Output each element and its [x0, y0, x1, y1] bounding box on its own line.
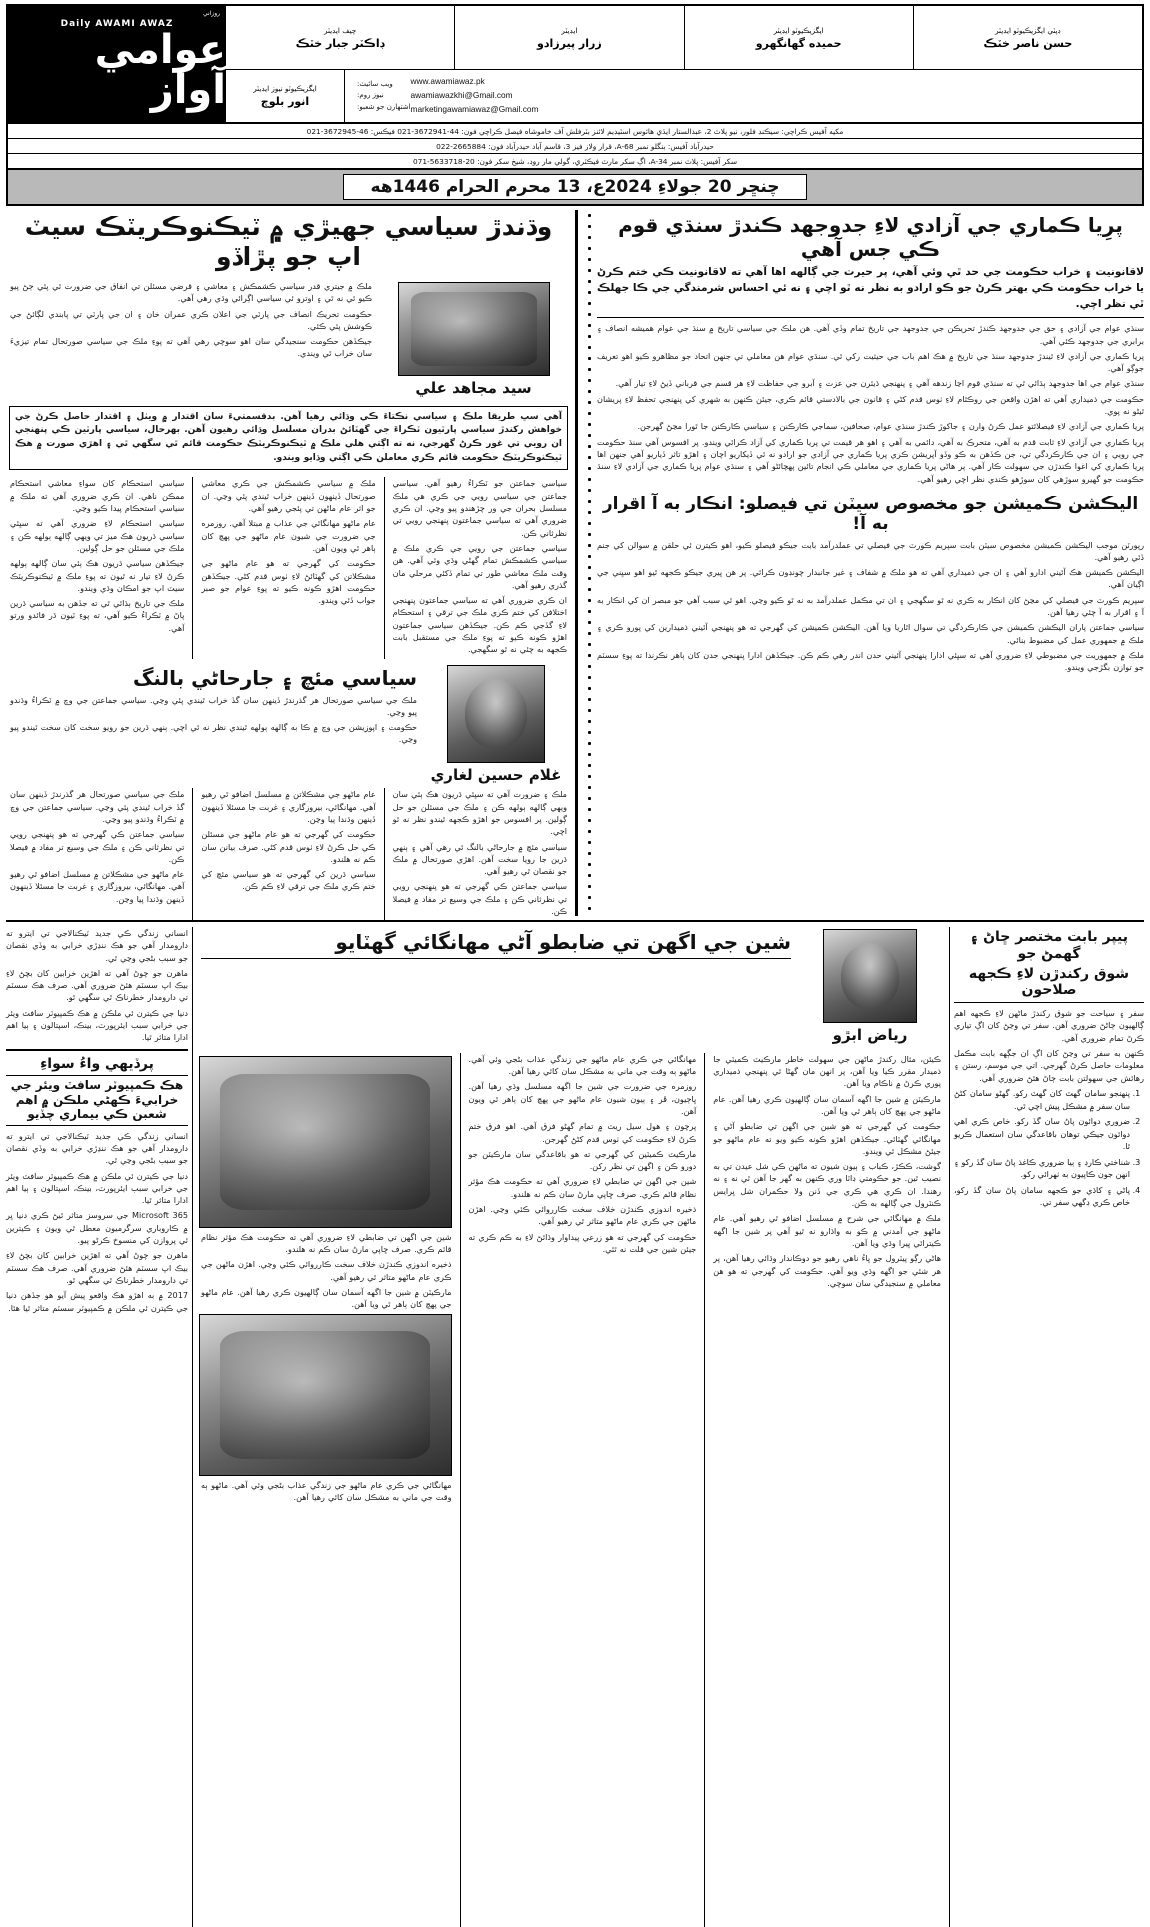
prices-r-p0: ڪيئن، مثال رکندڙ ماڻهن جي سهولت خاطر مارڪيٽ ڪميٽي جا ذميدار مقرر ڪيا ويا آهن، پر انهن مان گهڻا ئي پنهنجي ذميداري پوري ڪرڻ ۾ ناڪام ويا آهن.	[713, 1053, 941, 1089]
politics-intro	[10, 694, 417, 746]
election-body	[597, 539, 1144, 677]
editorial-para-2: سنڌي عوام جي اها جدوجهد ٻڌائي ٿي ته سنڌي قوم اڃا زندهه آهي ۽ پنهنجي ڌيئرن جي عزت ۽ آبرو جي حفاظت لاءِ هر قسم جي قرباني ڏيڻ لاءِ تيار آهي.	[615, 378, 1144, 389]
logo-sindhi-name: عوامي آواز	[94, 26, 226, 113]
prices-m-p5: ذخيره اندوزي ڪندڙن خلاف سخت ڪارروائي ڪئي وڃي. اهڙن ماڻهن جي ڪري عام ماڻهو متاثر ٿي رهيو آهي.	[468, 1204, 697, 1227]
prices-r-p5: هاڻي رڳو پيٽرول جو ڀاءُ ناهي رهيو جو دوڪاندار وڌائي رهيا آهن، پر هر شئي جو اگهه وڌي ويو آهي. حڪومت کي گهرجي ته هو هن معاملي ۾ سنجيدگي سان سوچي.	[713, 1253, 941, 1288]
prices-col-left-body	[201, 1231, 452, 1311]
politics-c2-p1: سياسي جماعتن ڪي گهرجي ته هو پنهنجي رويي تي نظرثاني ڪن ۽ ملڪ جي وسيع تر مفاد ۾ فيصلا ڪن.	[10, 829, 185, 864]
feature-c2-p2: جيڪڏهن سياسي ڌريون هڪ ٻئي سان ڳالهه ٻولهه ڪرڻ لاءِ تيار نه ٿيون ته پوءِ ملڪ ۾ ٽيڪنوڪريٽڪ سيٽ اپ جو امڪان وڌي ويندو.	[10, 558, 185, 593]
election-para-4: ملڪ ۾ جمهوريت جي مضبوطي لاءِ ضروري آهي ته سڀئي ادارا پنهنجي آئيني حدن اندر رهي ڪم ڪن. جيڪڏهن ادارا پنهنجي حدن کان ٻاهر نڪرندا ته پوءِ سسٽم جو توازن بگڙجي ويندو.	[597, 649, 1144, 673]
prices-m-p3: مارڪيٽ ڪميٽين کي گهرجي ته هو باقاعدگي سان مارڪيٽن جو دورو ڪن ۽ اگهن تي نظر رکن.	[468, 1148, 697, 1172]
election-headline[interactable]: اليڪشن ڪميشن جو مخصوص سيٽن تي فيصلو: انڪار به آ اقرار به آ!	[602, 493, 1139, 535]
staff-role-2: ايگزيڪيوٽو ايڊيٽر	[773, 25, 824, 35]
prices-headline-col	[197, 927, 795, 959]
feature-headline[interactable]: وڌندڙ سياسي جهيڙي ۾ ٽيڪنوڪريٽڪ سيٽ اپ جو پڙاڏو	[24, 212, 553, 271]
politics-headline[interactable]: سياسي مئچ ۽ جارحاڻي بالنگ	[132, 665, 417, 690]
prices-col-right	[709, 1053, 945, 1927]
feature-c2-p3: ملڪ جي تاريخ ٻڌائي ٿي ته جڏهن به سياسي ڌرين پاڻ ۾ ٽڪراءُ ڪيو آهي، ته پوءِ ٽيون ڌر فائدو ورتو آهي.	[10, 598, 185, 633]
prices-m-p4: شين جي اگهن تي ضابطي لاءِ ضروري آهي ته حڪومت هڪ مؤثر نظام قائم ڪري. صرف ڇاپي مارڻ سان ڪم نه هلندو.	[468, 1176, 697, 1199]
politics-intro-p1: حڪومت ۽ اپوزيشن جي وچ ۾ ڪا به ڳالهه ٻولهه ٿيندي نظر نه ٿي اچي. ٻنهي ڌرين جو رويو سخت کان سخت ٿيندو پيو وڃي.	[10, 722, 417, 745]
author-card-lagari	[425, 665, 567, 785]
feature-c2-p1: سياسي استحڪام لاءِ ضروري آهي ته سڀئي سياسي ڌريون هڪ ميز تي ويهي ڳالهه ٻولهه ڪن ۽ ملڪ جي مسئلن جو حل ڳولين.	[10, 518, 185, 553]
feature-col-2	[6, 477, 188, 658]
election-para-0: رپورٽن موجب اليڪشن ڪميشن مخصوص سيٽن بابت سپريم ڪورٽ جي فيصلي تي عملدرآمد بابت جيڪو فيصلو ڪيو، اهو ڪيترن ئي حلقن ۾ سوالن کي جنم ڏئي رهيو آهي.	[597, 539, 1144, 562]
politics-c0-p2: سياسي جماعتن ڪي گهرجي ته هو پنهنجي رويي تي نظرثاني ڪن ۽ ملڪ جي وسيع تر مفاد ۾ فيصلا ڪن.	[392, 881, 567, 917]
feature-c1-p1: عام ماڻهو مهانگائي جي عذاب ۾ مبتلا آهي. روزمره جي ضرورت جي شيون عام ماڻهو جي پهچ کان ٻاهر ٿي ويون آهن.	[201, 518, 376, 553]
prices-col-mid-body	[469, 1053, 697, 1255]
author-photo	[398, 282, 550, 376]
feature-lead-1: حڪومت تحريڪ انصاف جي پارٽي جي اعلان ڪري عمران خان ۽ ان جي پارٽي تي پابندي لڳائڻ جي ڪوشش پئي ڪئي.	[10, 308, 372, 331]
author-card-abro	[795, 929, 945, 1045]
column-divider	[384, 477, 385, 658]
news-photo-crowd-top	[199, 1056, 452, 1228]
prices-l-p1: ذخيره اندوزي ڪندڙن خلاف سخت ڪارروائي ڪئي وڃي. اهڙن ماڻهن جي ڪري عام ماڻهو متاثر ٿي رهيو آهي.	[201, 1259, 452, 1282]
politics-headline-col	[6, 663, 421, 789]
politics-c0-p1: سياسي مئچ ۾ جارحاڻي بالنگ ٿي رهي آهي ۽ ٻنهي ڌرين جا رويا سخت آهن. اهڙي صورتحال ۾ ملڪ جو نقصان ٿي رهيو آهي.	[392, 841, 567, 877]
bottom-section	[6, 927, 1144, 1927]
column-divider	[460, 1053, 461, 1927]
newsroom-email[interactable]: awamiawazkhi@Gmail.com	[410, 90, 513, 101]
website-url[interactable]: www.awamiawaz.pk	[410, 76, 485, 87]
staff-name-0: ڊاڪٽر جبار خٽڪ	[295, 36, 385, 50]
election-para-1: اليڪشن ڪميشن هڪ آئيني ادارو آهي ۽ ان جي ذميداري آهي ته هو ملڪ ۾ شفاف ۽ غير جانبدار چونڊون ڪرائي. پر هن ڀيري جيڪو ڪجهه ٿيو اهو سڀني جي اڳيان آهي.	[597, 567, 1144, 590]
prices-m-p1: روزمره جي ضرورت جي شين جا اگهه مسلسل وڌي رهيا آهن. ڀاڄيون، ڦر ۽ ٻيون شيون عام ماڻهو جي پهچ کان ٻاهر ٿي ويون آهن.	[468, 1081, 697, 1116]
prices-r-p1: مارڪيٽن ۾ شين جا اگهه آسمان سان ڳالهيون ڪري رهيا آهن. عام ماڻهو جي پهچ کان ٻاهر ٿي ويا آهن.	[713, 1093, 941, 1116]
feature-c1-p2: حڪومت کي گهرجي ته هو عام ماڻهو جي مشڪلاتن کي گهٽائڻ لاءِ ٺوس قدم کڻي. جيڪڏهن حڪومت اهڙو ڪونه ڪيو ته پوءِ عوام جو صبر جواب ڏئي ويندو.	[201, 558, 376, 606]
prices-m-p0: مهانگائي جي ڪري عام ماڻهو جي زندگي عذاب بڻجي وئي آهي. ماڻهو ٻه وقت جي ماني به مشڪل سان کائي رهيا آهن.	[468, 1053, 697, 1077]
date-text: چنڇر 20 جولاءِ 2024ع، 13 محرم الحرام 1446هه	[343, 174, 806, 200]
politics-c2-p0: ملڪ جي سياسي صورتحال هر گذرندڙ ڏينهن سان گڏ خراب ٿيندي پئي وڃي. سياسي جماعتن جي وچ ۾ ٽڪراءُ وڌندو پيو وڃي.	[10, 789, 185, 824]
editorial-block	[597, 210, 1144, 916]
author-name: رياض ابڙو	[832, 1026, 908, 1044]
masthead	[6, 4, 1144, 124]
staff-role-0: چيف ايڊيٽر	[324, 25, 357, 35]
contact-labels	[357, 79, 411, 114]
prices-headline[interactable]: شين جي اگهن تي ضابطو آڻي مهانگائي گهٽايو	[335, 930, 791, 954]
prices-l-p3: مهانگائي جي ڪري عام ماڻهو جي زندگي عذاب بڻجي وئي آهي. ماڻهو ٻه وقت جي ماني به مشڪل سان کائي رهيا آهن.	[201, 1479, 452, 1502]
news-editor-role: ايگزيڪيوٽو نيوز ايڊيٽر	[253, 84, 317, 93]
politics-col-1	[197, 788, 379, 920]
author-name: سيد مجاهد علي	[415, 379, 532, 397]
tech-para-2: Microsoft 365 جي سروسز متاثر ٿيڻ ڪري دنيا ڀر ۾ ڪاروباري سرگرميون معطل ٿي ويون ۽ ڪيترين ئي پروازن کي منسوخ ڪرڻو پيو.	[6, 1210, 188, 1246]
travel-body	[954, 1007, 1144, 1084]
column-divider	[192, 788, 193, 920]
prices-author-col	[795, 927, 945, 1049]
contact-info	[344, 70, 1142, 122]
column-divider	[192, 477, 193, 658]
prices-col-right-body	[713, 1053, 941, 1289]
feature-col-1	[197, 477, 379, 658]
travel-headline-1[interactable]: پيپر بابت مختصر ڇاڻ ۽ گهمڻ جو	[970, 929, 1128, 962]
office-karachi: مکيه آفيس ڪراچي: سيڪنڊ فلور، نيو پلاٽ 2، عبدالستار ايڌي هائوس اسٽيڊيم لائنز بٽرفلش آف خاموشاه فيصل ڪراچي فون: 44-3672941-021 فيڪس: 46-3672945-021	[8, 124, 1142, 139]
contact-values	[411, 75, 539, 116]
editorial-para-1: پريا ڪماري جي آزادي لاءِ ٿيندڙ جدوجهد سنڌ جي تاريخ ۾ هڪ اهم باب جي حيثيت رکي ٿي. سنڌي عوام هن معاملي تي جنهن اتحاد جو مظاهرو ڪيو اهو تعريف جوڳو آهي.	[597, 350, 1144, 374]
travel-headline-2[interactable]: شوق رکندڙن لاءِ ڪجهه صلاحون	[968, 965, 1130, 999]
staff-name-1: زرار پيرزادو	[537, 36, 602, 50]
staff-cell-2	[684, 6, 913, 70]
news-editor-name: انور بلوچ	[260, 95, 310, 108]
election-para-3: سياسي جماعتن پاران اليڪشن ڪميشن جي ڪارڪردگي تي سوال اٿاريا ويا آهن. اليڪشن ڪميشن کي گهرجي ته هو پنهنجي آئيني ذميدارين کي پورو ڪري ۽ ملڪ ۾ جمهوري عمل کي مضبوط بنائي.	[597, 622, 1144, 645]
travel-tips-list	[954, 1087, 1144, 1209]
staff-box	[226, 6, 1142, 122]
tech-body	[6, 1130, 188, 1314]
feature-lead-0: ملڪ ۾ جيتري قدر سياسي ڪشمڪش ۽ معاشي ۽ قرضي مسئلن تي انفاق جي ضرورت ٿي پئي ڄڻ پيو ڪيو ئي نه ٿي ۽ اوترو ئي سياسي اڳرائي وڌي رهي آهي.	[10, 281, 372, 304]
feature-c1-p0: ملڪ ۾ سياسي ڪشمڪش جي ڪري معاشي صورتحال ڏينهون ڏينهن خراب ٿيندي پئي وڃي. ان جو اثر عام ماڻهن تي پئجي رهيو آهي.	[201, 478, 376, 514]
tech-para-1: دنيا جي ڪيترن ئي ملڪن ۾ هڪ ڪمپيوٽر سافٽ ويئر جي خرابي سبب ايئرپورٽ، بينڪ، اسپتالون ۽ ٻيا اهم ادارا متاثر ٿيا.	[6, 1170, 188, 1206]
prices-col-left-body-2	[201, 1479, 452, 1504]
prices-col-mid	[465, 1053, 701, 1927]
news-photo-crowd-bottom	[199, 1314, 452, 1476]
politics-col-2	[6, 788, 188, 920]
travel-para-0: سفر ۽ سياحت جو شوق رکندڙ ماڻهن لاءِ ڪجهه اهم ڳالهيون ڄاڻڻ ضروري آهن. سفر تي وڃڻ کان اڳ تياري ڪرڻ تمام ضروري آهي.	[954, 1008, 1144, 1043]
office-sukkur: سکر آفيس: پلاٽ نمبر A-34، اڳ سکر مارٽ فيڪٽري، گولي مار روڊ، شيخ سکر فون: 20-5633718-071	[412, 156, 738, 166]
politics-c0-p0: ملڪ ۽ ضرورت آهي ته سڀئي ڌريون هڪ ٻئي سان ويهي ڳالهه ٻولهه ڪن ۽ ملڪ جي مسئلن جو حل ڳولين. پر افسوس جو اهڙو ڪجهه ٿيندو نظر نه ٿو اچي.	[392, 789, 567, 837]
contact-label-website: ويب سائيٽ:	[357, 79, 393, 88]
staff-cell-3	[913, 6, 1142, 70]
contact-label-ads: اشتهارن جو شعبو:	[357, 102, 411, 111]
politics-c1-p2: سياسي ڌرين کي گهرجي ته هو سياسي مئچ کي ختم ڪري ملڪ جي ترقي لاءِ ڪم ڪن.	[201, 869, 376, 892]
politics-columns	[6, 788, 571, 920]
staff-role-1: ايڊيٽر	[561, 25, 578, 35]
politics-head-row	[6, 663, 571, 789]
politics-col-0	[389, 788, 571, 920]
divider	[201, 958, 791, 959]
politics-c1-p0: عام ماڻهو جي مشڪلاتن ۾ مسلسل اضافو ٿي رهيو آهي. مهانگائي، بيروزگاري ۽ غربت جا مسئلا ڏينهون ڏينهن وڌندا پيا وڃن.	[201, 789, 376, 824]
prices-m-p2: پرچون ۽ هول سيل ريٽ ۾ تمام گهڻو فرق آهي. اهو فرق ختم ڪرڻ لاءِ حڪومت کي ٺوس قدم کڻڻ گهرجن.	[468, 1121, 697, 1144]
editorial-para-4: پريا ڪماري جي آزادي لاءِ فيصلائتو عمل ڪرڻ وارن ۽ جاکوڙ ڪندڙ سنڌي عوام، صحافين، سماجي ڪارڪنن ۽ سياسي ڪارڪنن جا ٿورا مڃڻ گهرجن.	[637, 421, 1144, 432]
travel-tip-0: 1. پنهنجو سامان گهٽ کان گهٽ رکو. گهڻو سامان کڻڻ سان سفر ۾ مشڪل پيش اچي ٿي.	[954, 1087, 1130, 1112]
date-bar	[6, 170, 1144, 206]
staff-cell-1	[454, 6, 683, 70]
ads-email[interactable]: marketingawamiawaz@Gmail.com	[410, 103, 539, 114]
travel-tip-3: 4. پاڻي ۽ کاڌي جو ڪجهه سامان پاڻ سان گڏ رکو، خاص ڪري ڊگهي سفر تي.	[954, 1184, 1130, 1209]
contact-label-newsroom: نيوز روم:	[357, 91, 384, 100]
tech-filler-2: دنيا جي ڪيترن ئي ملڪن ۾ هڪ ڪمپيوٽر سافٽ ويئر جي خرابي سبب ايئرپورٽ، بينڪ، اسپتالون ۽ ٻيا اهم ادارا متاثر ٿيا.	[6, 1007, 188, 1043]
feature-col-0	[389, 477, 571, 658]
prices-col-left	[197, 1053, 456, 1927]
tech-filler-1: ماهرن جو چوڻ آهي ته اهڙين خرابين کان بچڻ لاءِ بيڪ اپ سسٽم هئڻ ضروري آهي. صرف هڪ سسٽم تي دارومدار خطرناڪ ٿي سگهي ٿو.	[6, 967, 188, 1003]
vertical-divider-1	[575, 210, 578, 916]
tech-para-3: ماهرن جو چوڻ آهي ته اهڙين خرابين کان بچڻ لاءِ بيڪ اپ سسٽم هئڻ ضروري آهي. صرف هڪ سسٽم تي دارومدار خطرناڪ ٿي سگهي ٿو.	[6, 1250, 188, 1285]
tech-para-0: انساني زندگي ڪي جديد ٽيڪنالاجي تي ايترو ته دارومدار آهي جو هڪ ننڍڙي خرابي به وڏي نقصان جو سبب بڻجي وڃي ٿي.	[6, 1130, 188, 1166]
politics-article	[6, 663, 571, 921]
feature-author-col	[376, 280, 571, 402]
feature-lead-2: جيڪڏهن حڪومت سنجيدگي سان اهو سوچي رهي آهي ته پوءِ ملڪ جي سياسي صورتحال تمام تيزيءَ سان خراب ٿي ويندي.	[10, 336, 372, 359]
staff-name-3: حسن ناصر خٽڪ	[983, 36, 1073, 50]
newspaper-logo	[8, 6, 226, 122]
election-para-2: سپريم ڪورٽ جي فيصلي کي مڃڻ کان انڪار به ڪري نه ٿو سگهجي ۽ ان تي مڪمل عملدرآمد به نه ٿو ڪيو وڃي. اهو ئي سبب آهي جو مبصر ان کي انڪار به آ ۽ اقرار به آ چئي رهيا آهن.	[597, 594, 1144, 618]
prices-content	[197, 1053, 945, 1927]
prices-head-row	[197, 927, 945, 1049]
tech-para-4: 2017 ۾ به اهڙو هڪ واقعو پيش آيو هو جڏهن دنيا جي ڪيترن ئي ملڪن ۾ ڪمپيوٽر سسٽم متاثر ٿيا هئا.	[6, 1290, 188, 1313]
travel-tip-2: 3. شناختي ڪارڊ ۽ ٻيا ضروري ڪاغذ پاڻ سان گڏ رکو ۽ انهن جون ڪاپيون به ٺهرائي رکو.	[954, 1156, 1130, 1181]
divider	[6, 1125, 188, 1126]
logo-latin-name: Daily AWAMI AWAZ	[60, 18, 174, 29]
tech-top-filler	[6, 927, 188, 1044]
author-photo	[447, 665, 545, 763]
feature-top-row	[6, 280, 571, 402]
prices-block	[197, 927, 945, 1927]
top-section	[6, 210, 1144, 916]
author-card-mujahid	[380, 282, 567, 398]
news-editor-cell	[226, 70, 344, 122]
feature-pullquote: آهي سڀ طريقا ملڪ ۽ سياسي نڪتاءَ ڪي وڌائي رهيا آهن. بدقسمتيءَ سان اقتدار ۾ ويٺل ۽ اقتدار حاصل ڪرڻ جي خواهش رکندڙ سياسي پارٽيون ٽڪراءَ جي گهٽائڻ بدران مسلسل وڌائي رهيون آهن. بهرحال، سياسي پارٽين ڪي پنهنجي ان رويي تي غور ڪرڻ گهرجي، نه ته اڳتي هلي ملڪ ۾ ٽيڪنوڪريٽڪ حڪومت قائم ٿي سگهي ٿي ۽ اهڙي صورت ۾ هڪ ٽيڪنوڪريٽڪ حڪومت قائم ڪري معاملن ڪي اڳتي وڌايو ويندو.	[15, 411, 562, 463]
politics-author-col	[421, 663, 571, 789]
divider	[954, 1002, 1144, 1003]
feature-lead-col	[6, 280, 376, 402]
column-divider	[384, 788, 385, 920]
office-hyderabad: حيدرآباد آفيس: بنگلو نمبر A-68، قرار ولاز فيز 3، قاسم آباد حيدرآباد فون: 2665884-022	[8, 139, 1142, 154]
prices-m-p6: حڪومت کي گهرجي ته هو زرعي پيداوار وڌائڻ لاءِ به ڪم ڪري ته جيئن شين جي قلت نه ٿئي.	[468, 1231, 697, 1254]
politics-c1-p1: حڪومت کي گهرجي ته هو عام ماڻهو جي مسئلن ڪي حل ڪرڻ لاءِ ٺوس قدم کڻي. صرف بيانن سان ڪم نه هلندو.	[201, 829, 376, 864]
prices-r-p2: حڪومت کي گهرجي ته هو شين جي اگهن تي ضابطو آڻي ۽ مهانگائي گهٽائي. جيڪڏهن اهڙو ڪونه ڪيو ويو ته عام ماڻهو جو جيئڻ مشڪل ٿي ويندو.	[713, 1121, 941, 1156]
logo-corner-mark: روزاني	[202, 10, 220, 17]
feature-c0-p0: سياسي جماعتن جو ٽڪراءُ رهيو آهي. سياسي جماعتن جي سياسي رويي جي ڪري هي ملڪ مسلسل بحران جي ور چڙهندو پيو وڃي. ان ڪري ضروري آهي ته سياسي جماعتون پنهنجي رويي تي نظرثاني ڪن.	[392, 478, 567, 538]
travel-tip-1: 2. ضروري دوائون پاڻ سان گڏ رکو. خاص ڪري اهي دوائون جيڪي توهان باقاعدگي سان استعمال ڪريو ٿا.	[954, 1115, 1130, 1153]
staff-row-editors	[226, 6, 1142, 70]
prices-l-p0: شين جي اگهن تي ضابطي لاءِ ضروري آهي ته حڪومت هڪ مؤثر نظام قائم ڪري. صرف ڇاپي مارڻ سان ڪم نه هلندو.	[201, 1231, 452, 1255]
feature-c2-p0: سياسي استحڪام کان سواءِ معاشي استحڪام ممڪن ناهي. ان ڪري ضروري آهي ته ملڪ ۾ سياسي استحڪام پيدا ڪيو وڃي.	[10, 478, 185, 514]
column-divider	[949, 927, 950, 1927]
politics-intro-p0: ملڪ جي سياسي صورتحال هر گذرندڙ ڏينهن سان گڏ خراب ٿيندي پئي وڃي. سياسي جماعتن جي وچ ۾ ٽڪراءُ وڌندو پيو وڃي.	[10, 694, 417, 717]
column-divider	[704, 1053, 705, 1927]
editorial-body	[597, 318, 1144, 488]
politics-c2-p2: عام ماڻهو جي مشڪلاتن ۾ مسلسل اضافو ٿي رهيو آهي. مهانگائي، بيروزگاري ۽ غربت جا مسئلا ڏينهون ڏينهن وڌندا پيا وڃن.	[10, 869, 185, 904]
travel-block	[954, 927, 1144, 1927]
editorial-para-3: حڪومت جي ذميداري آهي ته اهڙن واقعن جي روڪٿام لاءِ ٺوس قدم کڻي ۽ قانون جي بالادستي قائم ڪري، جيئن ڪنهن به شهري کي پنهنجي تحفظ لاءِ پريشان ٿيڻو نه پوي.	[597, 393, 1144, 417]
divider	[6, 1075, 188, 1076]
feature-block	[6, 210, 571, 916]
tech-block	[6, 927, 188, 1927]
travel-para-1: ڪنهن به سفر تي وڃڻ کان اڳ ان جڳهه بابت مڪمل معلومات حاصل ڪرڻ گهرجي. اتي جي موسم، رستن ۽ رهائش جي سهولتن بابت ڄاڻ هئڻ ضروري آهي.	[954, 1048, 1144, 1083]
dotted-divider-1	[585, 210, 594, 916]
column-divider	[192, 927, 193, 1927]
prices-r-p3: گوشت، ڪڪڙ، ڪباب ۽ ٻيون شيون ته ماڻهن ڪي شل عيدن تي به نصيب ٿين. جو حڪومتي ڊاٽا وري ڪنهن به گهر جا آهن ٿي نه ۽ نه رهندا. ان ڪري هي ڪري جي ڏنن ولا حڪمران شل ڀرايس ڪنٽرول جي ڳالهه به ڪن.	[713, 1161, 941, 1209]
editorial-para-5: پريا ڪماري جي آزادي لاءِ ثابت قدم به آهي، متحرڪ به آهي، دائمي به آهي ۽ اهو هر قيمت تي پريا ڪماري کي آزاد ڪرائي ويندو. پر افسوس آهي سنڌ حڪومت جي رويي ۽ ان جي ڪارڪردگي تي، جن ڪڏهن به ڪو وڏو آپريشن ڪري پريا ڪماري جي آزادي جو ارادو نه ئي ڏيکاريو اچان ۽ اهڙو تاثر ڏياريو آهي جنهن اها پريا ڪماري کي اغوا ڪندڙن جي سهولت ڪار آهي. پر هاڻي پريا ڪماري جي معاملي ڪي انجام تائين پهچائڻو آهي ۽ سنڌي عوام پريا ڪماري جي آزادي لاءِ سنڌ حڪومت جو گهيرو سوڙهي کان سوڙهو ڪندي نظر اچي رهيو آهي.	[597, 436, 1144, 484]
tech-headline[interactable]: هڪ ڪمپيوٽر سافٽ ويئر جي خرابيءَ ڪهڻي ملڪن ۾ اهم شعبن ڪي بيماري چڏيو	[10, 1078, 184, 1122]
feature-c0-p1: سياسي جماعتن جي رويي جي ڪري ملڪ ۾ سياسي ڪشمڪش تمام گهڻي وڌي وئي آهي. هن وقت ملڪ معاشي طور تي تمام ڏکئي مرحلي مان گذري رهيو آهي.	[392, 542, 567, 590]
editorial-para-0: سنڌي عوام جي آزادي ۽ حق جي جدوجهد ڪندڙ تحريڪن جي جدوجهد جي تاريخ تمام وڏي آهي. هن ملڪ جي سياسي تاريخ ۾ سنڌ جي عوام هميشه انصاف ۽ برابري جي جدوجهد ڪئي آهي.	[597, 323, 1144, 346]
prices-r-p4: ملڪ ۾ مهانگائي جي شرح ۾ مسلسل اضافو ٿي رهيو آهي. عام ماڻهو جي آمدني ۾ ڪو به واڌارو نه ٿيو آهي پر شين جا اگهه ڪيترائي ڀيرا وڌي ويا آهن.	[713, 1213, 941, 1248]
prices-l-p2: مارڪيٽن ۾ شين جا اگهه آسمان سان ڳالهيون ڪري رهيا آهن. عام ماڻهو جي پهچ کان ٻاهر ٿي ويا آهن.	[201, 1286, 452, 1310]
feature-c0-p2: ان ڪري ضروري آهي ته سياسي جماعتون پنهنجي اختلافن کي ختم ڪري ملڪ جي ترقي ۽ استحڪام لاءِ گڏجي ڪم ڪن. جيڪڏهن سياسي جماعتون اهڙو ڪونه ڪيو ته پوءِ ملڪ جي مستقبل بابت ڪجهه به چئي نه ٿو سگهجي.	[392, 595, 567, 655]
author-photo	[823, 929, 917, 1023]
foreign-section-label: پرڏيهي واءُ سواءِ	[40, 1055, 154, 1072]
feature-columns	[6, 477, 571, 658]
divider	[6, 1049, 188, 1051]
staff-name-2: حميده گهانگهرو	[755, 36, 842, 50]
editorial-deck: لاقانونيت ۽ خراب حڪومت جي حد ٿي وئي آهي، پر حيرت جي ڳالهه اها آهي ته لاقانونيت ڪي ختم ڪرڻ يا خراب حڪومت ڪي بهتر ڪرڻ جو ڪو ارادو به نظر نه ٿو اچي ۽ نه ئي احساس شرمندگي جي ڪا جهلڪ ٿي نظر اچي.	[597, 266, 1144, 310]
staff-role-3: ڊپٽي ايگزيڪيوٽو ايڊيٽر	[995, 25, 1061, 35]
contact-row	[226, 70, 1142, 122]
tech-filler-0: انساني زندگي ڪي جديد ٽيڪنالاجي تي ايترو ته دارومدار آهي جو هڪ ننڍڙي خرابي به وڏي نقصان جو سبب بڻجي وڃي ٿي.	[6, 928, 188, 963]
editorial-headline[interactable]: پرِيا ڪماري جي آزادي لاءِ جدوجهد ڪندڙ سنڌي قوم ڪي جس آهي	[618, 213, 1123, 261]
offices-strip	[6, 124, 1144, 170]
staff-cell-0	[226, 6, 454, 70]
feature-pullquote-box	[9, 406, 568, 471]
author-name: غلام حسين لغاري	[430, 765, 562, 784]
